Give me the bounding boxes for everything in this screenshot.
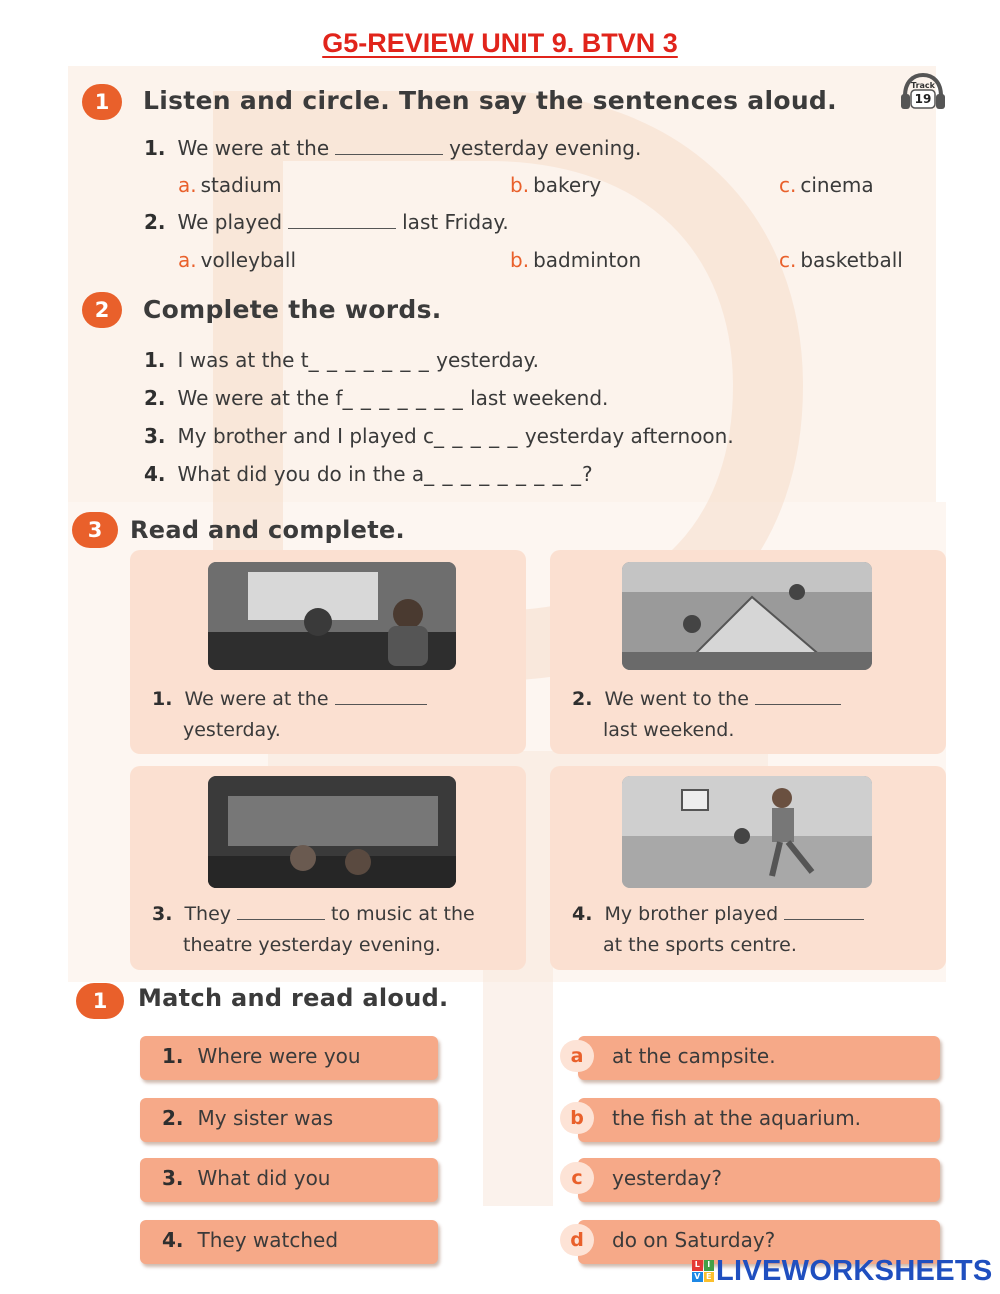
option-letter: d — [560, 1224, 594, 1256]
exercise1-heading: Listen and circle. Then say the sentences aloud. — [143, 86, 837, 115]
option-c[interactable]: c. basketball — [779, 248, 903, 272]
option-a[interactable]: a. volleyball — [178, 248, 297, 272]
page-title: G5-REVIEW UNIT 9. BTVN 3 — [322, 28, 678, 58]
match-right-c[interactable]: c yesterday? — [578, 1158, 940, 1202]
answer-blank[interactable] — [755, 704, 841, 705]
option-letter: a — [560, 1040, 594, 1072]
campsite-tent-icon — [622, 562, 872, 670]
track-label: Track — [911, 81, 935, 90]
ex2-item-1: 1. I was at the t_ _ _ _ _ _ _ yesterday. — [144, 348, 540, 372]
picture-card-1 — [130, 550, 526, 754]
ex2-item-3: 3. My brother and I played c_ _ _ _ _ yesterday afternoon. — [144, 424, 734, 448]
worksheet — [68, 66, 946, 1276]
question-text-after: last Friday. — [402, 210, 509, 234]
exercise2-heading: Complete the words. — [143, 295, 442, 324]
ex1-question-1 — [144, 136, 641, 160]
question-text-before: We were at the — [177, 136, 330, 160]
cinema-audience-icon — [208, 562, 456, 670]
option-b[interactable]: b. badminton — [510, 248, 642, 272]
ex2-item-2: 2. We were at the f_ _ _ _ _ _ _ last weekend. — [144, 386, 609, 410]
card-3-text: 3. They to music at the theatre yesterday evening. — [152, 903, 475, 956]
question-text-before: We played — [177, 210, 283, 234]
answer-blank[interactable] — [335, 154, 443, 155]
ex2-item-4: 4. What did you do in the a_ _ _ _ _ _ _ _ _? — [144, 462, 593, 486]
answer-blank[interactable] — [335, 704, 427, 705]
match-left-3[interactable]: 3. What did you — [140, 1158, 438, 1202]
match-left-4[interactable]: 4. They watched — [140, 1220, 438, 1264]
match-right-b[interactable]: b the fish at the aquarium. — [578, 1098, 940, 1142]
answer-blank[interactable] — [784, 919, 864, 920]
word-blank[interactable]: _ _ _ _ _ _ _ — [308, 348, 430, 372]
card-1-text: 1. We were at the yesterday. — [152, 684, 433, 746]
exercise4-heading: Match and read aloud. — [138, 984, 449, 1012]
option-b[interactable]: b. bakery — [510, 173, 602, 197]
audio-track-icon[interactable] — [899, 72, 947, 114]
card-2-text: 2. We went to the last weekend. — [572, 684, 847, 746]
picture-card-2 — [550, 550, 946, 754]
option-letter: c — [560, 1162, 594, 1194]
match-right-d[interactable]: d do on Saturday? — [578, 1220, 940, 1264]
word-blank[interactable]: _ _ _ _ _ _ _ — [342, 386, 464, 410]
answer-blank[interactable] — [288, 228, 396, 229]
logo-text: LIVEWORKSHEETS — [716, 1254, 993, 1287]
card-4-text: 4. My brother played at the sports centre. — [572, 899, 870, 961]
logo-grid-icon: L I V E — [692, 1260, 714, 1282]
exercise3-heading: Read and complete. — [130, 516, 405, 544]
picture-card-4 — [550, 766, 946, 970]
answer-blank[interactable] — [237, 919, 325, 920]
basketball-player-icon — [622, 776, 872, 888]
concert-stage-icon — [208, 776, 456, 888]
liveworksheets-logo[interactable] — [692, 1256, 993, 1286]
word-blank[interactable]: _ _ _ _ _ — [434, 424, 519, 448]
exercise3-badge: 3 — [72, 512, 118, 548]
option-a[interactable]: a. stadium — [178, 173, 282, 197]
track-number: 19 — [914, 92, 932, 106]
word-blank[interactable]: _ _ _ _ _ _ _ _ _ — [424, 462, 583, 486]
match-right-a[interactable]: a at the campsite. — [578, 1036, 940, 1080]
ex1-question-2 — [144, 210, 509, 234]
question-text-after: yesterday evening. — [449, 136, 642, 160]
exercise4-badge: 1 — [76, 983, 124, 1019]
picture-card-3 — [130, 766, 526, 970]
option-c[interactable]: c. cinema — [779, 173, 874, 197]
match-left-1[interactable]: 1. Where were you — [140, 1036, 438, 1080]
match-left-2[interactable]: 2. My sister was — [140, 1098, 438, 1142]
question-number: 1. — [144, 136, 166, 160]
exercise2-badge: 2 — [82, 292, 122, 328]
exercise1-badge: 1 — [82, 84, 122, 120]
option-letter: b — [560, 1102, 594, 1134]
question-number: 2. — [144, 210, 166, 234]
